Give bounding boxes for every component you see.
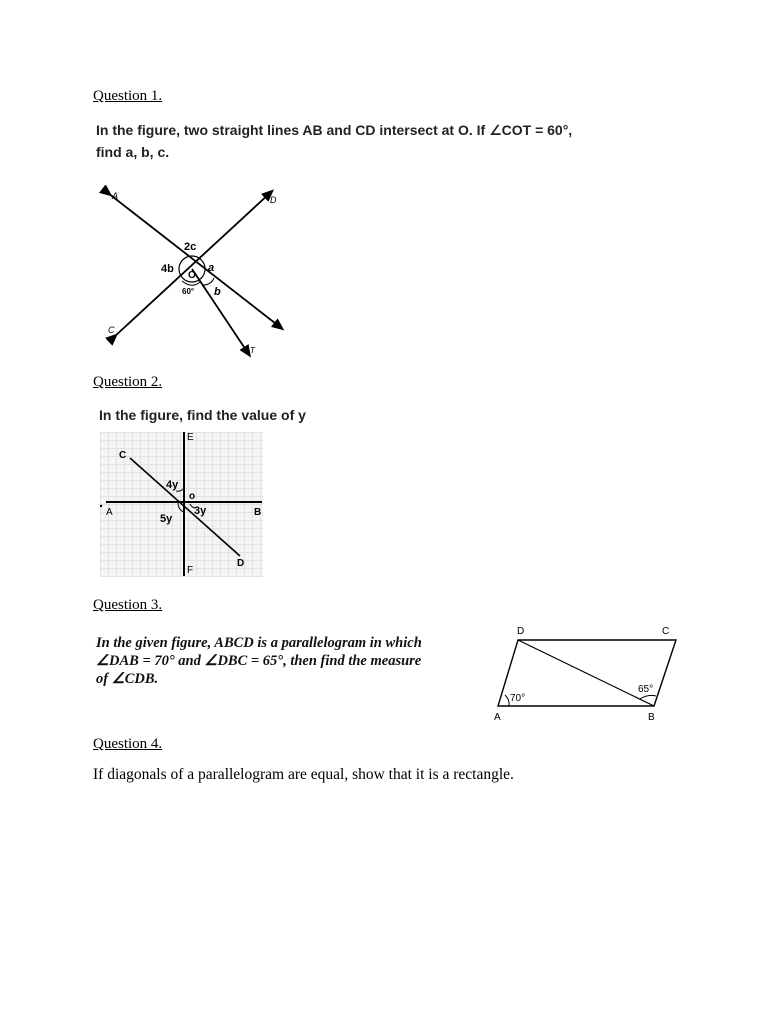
label-c-point: C (108, 325, 115, 335)
label-angle-5y: 5y (160, 513, 173, 525)
label-c-point: C (119, 450, 127, 461)
question-4-heading: Question 4. (93, 736, 163, 752)
question-1-prompt-line-2: find a, b, c. (96, 144, 170, 160)
ray-ot (192, 269, 248, 353)
question-1-heading: Question 1. (93, 88, 163, 104)
question-3-figure (490, 622, 690, 726)
label-angle-70: 70° (510, 693, 526, 704)
question-3-prompt-line-1: In the given figure, ABCD is a parallelogram in which (96, 635, 422, 651)
label-angle-4y: 4y (166, 479, 179, 491)
question-2-heading: Question 2. (93, 374, 163, 390)
label-a-point: A (106, 507, 113, 518)
label-c-point: C (662, 626, 670, 637)
angle-arc-b (203, 278, 214, 285)
label-b-point: B (648, 712, 655, 723)
label-d-point: D (237, 558, 245, 569)
question-3-prompt-line-3: of ∠CDB. (96, 671, 159, 687)
label-o-point: O (188, 270, 196, 281)
question-1-prompt-line-1: In the figure, two straight lines AB and CD intersect at O. If ∠COT = 60°, (96, 122, 573, 138)
question-1-figure (98, 185, 308, 360)
question-2-figure (96, 428, 268, 580)
label-angle-65: 65° (638, 684, 654, 695)
question-2-prompt: In the figure, find the value of y (99, 407, 306, 423)
label-a-point: A (112, 191, 119, 201)
label-angle-4b: 4b (161, 263, 174, 275)
angle-arc-70 (505, 695, 509, 706)
label-a-point: A (494, 712, 501, 723)
label-o-point: o (189, 491, 196, 502)
label-e-point: E (187, 432, 194, 443)
angle-arc-65 (640, 695, 656, 699)
line-cd (114, 193, 270, 337)
label-b-point: B (274, 320, 281, 330)
label-angle-3y: 3y (194, 505, 207, 517)
label-angle-a: a (208, 262, 215, 274)
line-ab (108, 193, 280, 327)
label-f-point: F (187, 565, 194, 576)
question-3-prompt-line-2: ∠DAB = 70° and ∠DBC = 65°, then find the measure (96, 653, 422, 669)
label-d-point: D (517, 626, 525, 637)
question-3-heading: Question 3. (93, 597, 163, 613)
point-dot-a (100, 505, 102, 507)
diagonal-db (518, 640, 654, 706)
label-angle-b: b (214, 286, 221, 298)
label-angle-2c: 2c (184, 241, 197, 253)
label-d-point: D (270, 195, 277, 205)
label-angle-60: 60° (182, 287, 195, 296)
label-t-point: T (250, 346, 255, 355)
question-4-prompt: If diagonals of a parallelogram are equal, show that it is a rectangle. (93, 766, 514, 783)
label-b-point: B (254, 507, 262, 518)
